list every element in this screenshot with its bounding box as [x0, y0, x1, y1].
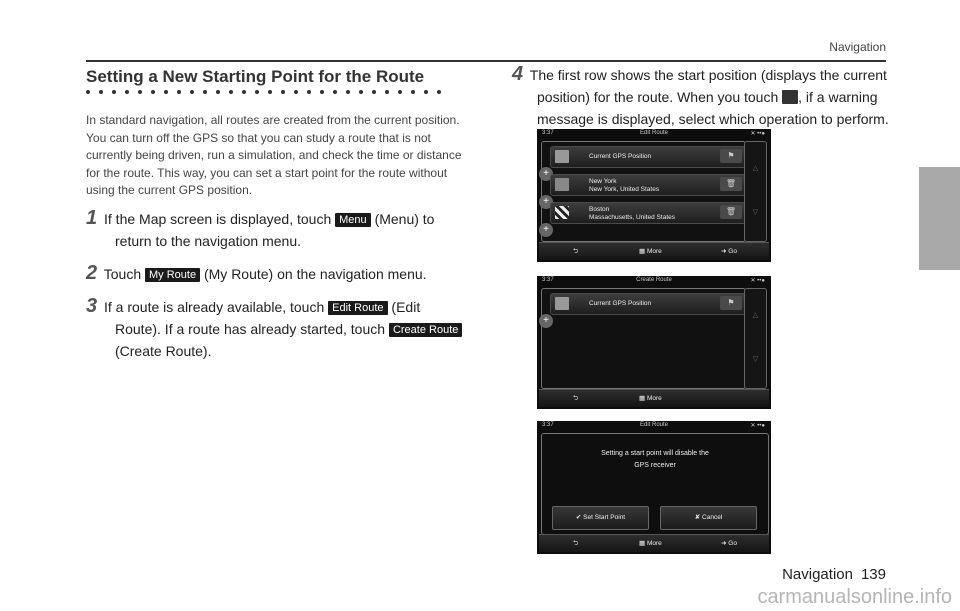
warning-line: Setting a start point will disable the [601, 450, 709, 457]
step-3 [86, 295, 481, 362]
add-waypoint-icon[interactable]: + [539, 223, 553, 237]
more-button[interactable] [639, 243, 662, 260]
watermark: carmanualsonline.info [757, 586, 952, 608]
row-label: Current GPS Position [589, 153, 652, 160]
route-row-waypoint[interactable] [550, 174, 747, 196]
step-text: (Menu) to [374, 211, 435, 227]
status-bar [537, 129, 771, 139]
go-arrow-icon: ➜ [721, 248, 729, 255]
time-label: 3:37 [542, 130, 554, 136]
warning-dialog [541, 433, 769, 535]
step-number: 3 [86, 295, 98, 317]
more-label: More [646, 395, 662, 402]
time-label: 3:37 [542, 277, 554, 283]
add-waypoint-icon[interactable]: + [539, 314, 553, 328]
go-label: Go [728, 248, 737, 255]
step-text: position) for the route. When you touch [537, 89, 779, 105]
scroll-down-icon[interactable]: ▽ [752, 209, 759, 216]
title-dots [86, 90, 441, 94]
step-2 [86, 262, 481, 285]
header-rule [86, 60, 886, 62]
flag-button[interactable]: ⚑ [720, 296, 742, 310]
my-route-button-chip: My Route [145, 268, 200, 282]
cancel-button[interactable] [660, 506, 757, 530]
back-button[interactable]: ⮌ [573, 540, 579, 547]
row-label: Current GPS Position [589, 300, 652, 307]
row-label: Boston [589, 206, 610, 213]
chapter-tab [919, 167, 960, 270]
section-title: Setting a New Starting Point for the Route [86, 67, 425, 86]
waypoint-flag-icon [555, 178, 569, 191]
step-text: , if a warning [798, 89, 878, 105]
page-number: 139 [860, 566, 886, 583]
add-waypoint-icon[interactable]: + [539, 167, 553, 181]
step-text: If the Map screen is displayed, touch [104, 211, 332, 227]
edit-route-screenshot [537, 129, 771, 262]
step-text: If a route is already available, touch [104, 299, 325, 315]
create-route-button-chip: Create Route [389, 323, 462, 337]
set-start-label: Set Start Point [583, 514, 626, 521]
scroll-up-icon[interactable]: △ [752, 312, 759, 319]
step-text: message is displayed, select which operation to perform. [537, 111, 889, 127]
more-button[interactable] [639, 535, 662, 552]
go-arrow-icon: ➜ [721, 540, 729, 547]
more-label: More [646, 540, 662, 547]
more-button[interactable] [639, 390, 662, 407]
route-row-destination[interactable] [550, 202, 747, 224]
edit-route-button-chip: Edit Route [328, 301, 387, 315]
screen-title: Edit Route [639, 422, 669, 428]
status-icons: ✕ ••● [750, 423, 765, 429]
more-icon: ▦ [639, 395, 647, 402]
warning-message [542, 448, 768, 472]
time-label: 3:37 [542, 422, 554, 428]
cross-icon: ✘ [694, 514, 703, 521]
status-icons: ✕ ••● [750, 278, 765, 284]
route-list [541, 288, 746, 389]
start-flag-icon [555, 297, 569, 310]
step-1 [86, 207, 481, 252]
add-waypoint-icon[interactable]: + [539, 195, 553, 209]
page-footer [774, 566, 886, 583]
finish-flag-icon [555, 206, 569, 219]
flag-button[interactable]: ⚑ [720, 149, 742, 163]
more-icon: ▦ [639, 248, 647, 255]
more-label: More [646, 248, 662, 255]
step-text: (Create Route). [115, 343, 212, 359]
row-sublabel: Massachusetts, United States [589, 214, 675, 221]
cancel-label: Cancel [702, 514, 723, 521]
status-icons: ✕ ••● [750, 131, 765, 137]
step-4 [512, 63, 892, 130]
footer-section: Navigation [782, 566, 853, 583]
step-text: Route). If a route has already started, touch [115, 321, 386, 337]
step-text: (My Route) on the navigation menu. [203, 266, 427, 282]
step-number: 2 [86, 262, 98, 284]
route-row-start[interactable] [550, 146, 747, 168]
warning-line: GPS receiver [634, 462, 676, 469]
bottom-bar [539, 389, 769, 407]
row-label: New York [589, 178, 617, 185]
delete-icon[interactable]: 🗑 [720, 177, 742, 191]
start-flag-icon [782, 90, 798, 104]
step-number: 1 [86, 207, 98, 229]
screen-title: Edit Route [639, 130, 669, 136]
route-list [541, 141, 746, 242]
more-icon: ▦ [639, 540, 647, 547]
status-bar [537, 276, 771, 286]
status-bar [537, 421, 771, 431]
check-icon: ✔ [575, 514, 584, 521]
step-text: The first row shows the start position (displays the current [529, 67, 887, 83]
step-text: (Edit [391, 299, 421, 315]
route-row-start[interactable] [550, 293, 747, 315]
warning-screenshot [537, 421, 771, 554]
step-number: 4 [512, 63, 524, 85]
screen-title: Create Route [636, 277, 672, 283]
step-text: return to the navigation menu. [115, 233, 302, 249]
back-button[interactable]: ⮌ [573, 248, 579, 255]
scroll-up-icon[interactable]: △ [752, 165, 759, 172]
step-text: Touch [103, 266, 142, 282]
go-button[interactable] [721, 243, 737, 260]
scrollbar[interactable] [744, 141, 767, 242]
row-sublabel: New York, United States [589, 186, 660, 193]
set-start-point-button[interactable] [552, 506, 649, 530]
go-button[interactable] [721, 535, 737, 552]
create-route-screenshot [537, 276, 771, 409]
bottom-bar [539, 534, 769, 552]
go-label: Go [728, 540, 737, 547]
start-flag-icon [555, 150, 569, 163]
menu-button-chip: Menu [335, 213, 371, 227]
delete-icon[interactable]: 🗑 [720, 205, 742, 219]
header-section: Navigation [829, 40, 886, 54]
scroll-down-icon[interactable]: ▽ [752, 356, 759, 363]
intro-paragraph: In standard navigation, all routes are created from the current position. You can turn off the GPS so that you can study a route that is not currently being driven, run a simulation, and check the time or distance for the route. This way, you can set a start point for the route without using the current GPS position. [86, 113, 462, 197]
scrollbar[interactable] [744, 288, 767, 389]
bottom-bar [539, 242, 769, 260]
back-button[interactable]: ⮌ [573, 395, 579, 402]
